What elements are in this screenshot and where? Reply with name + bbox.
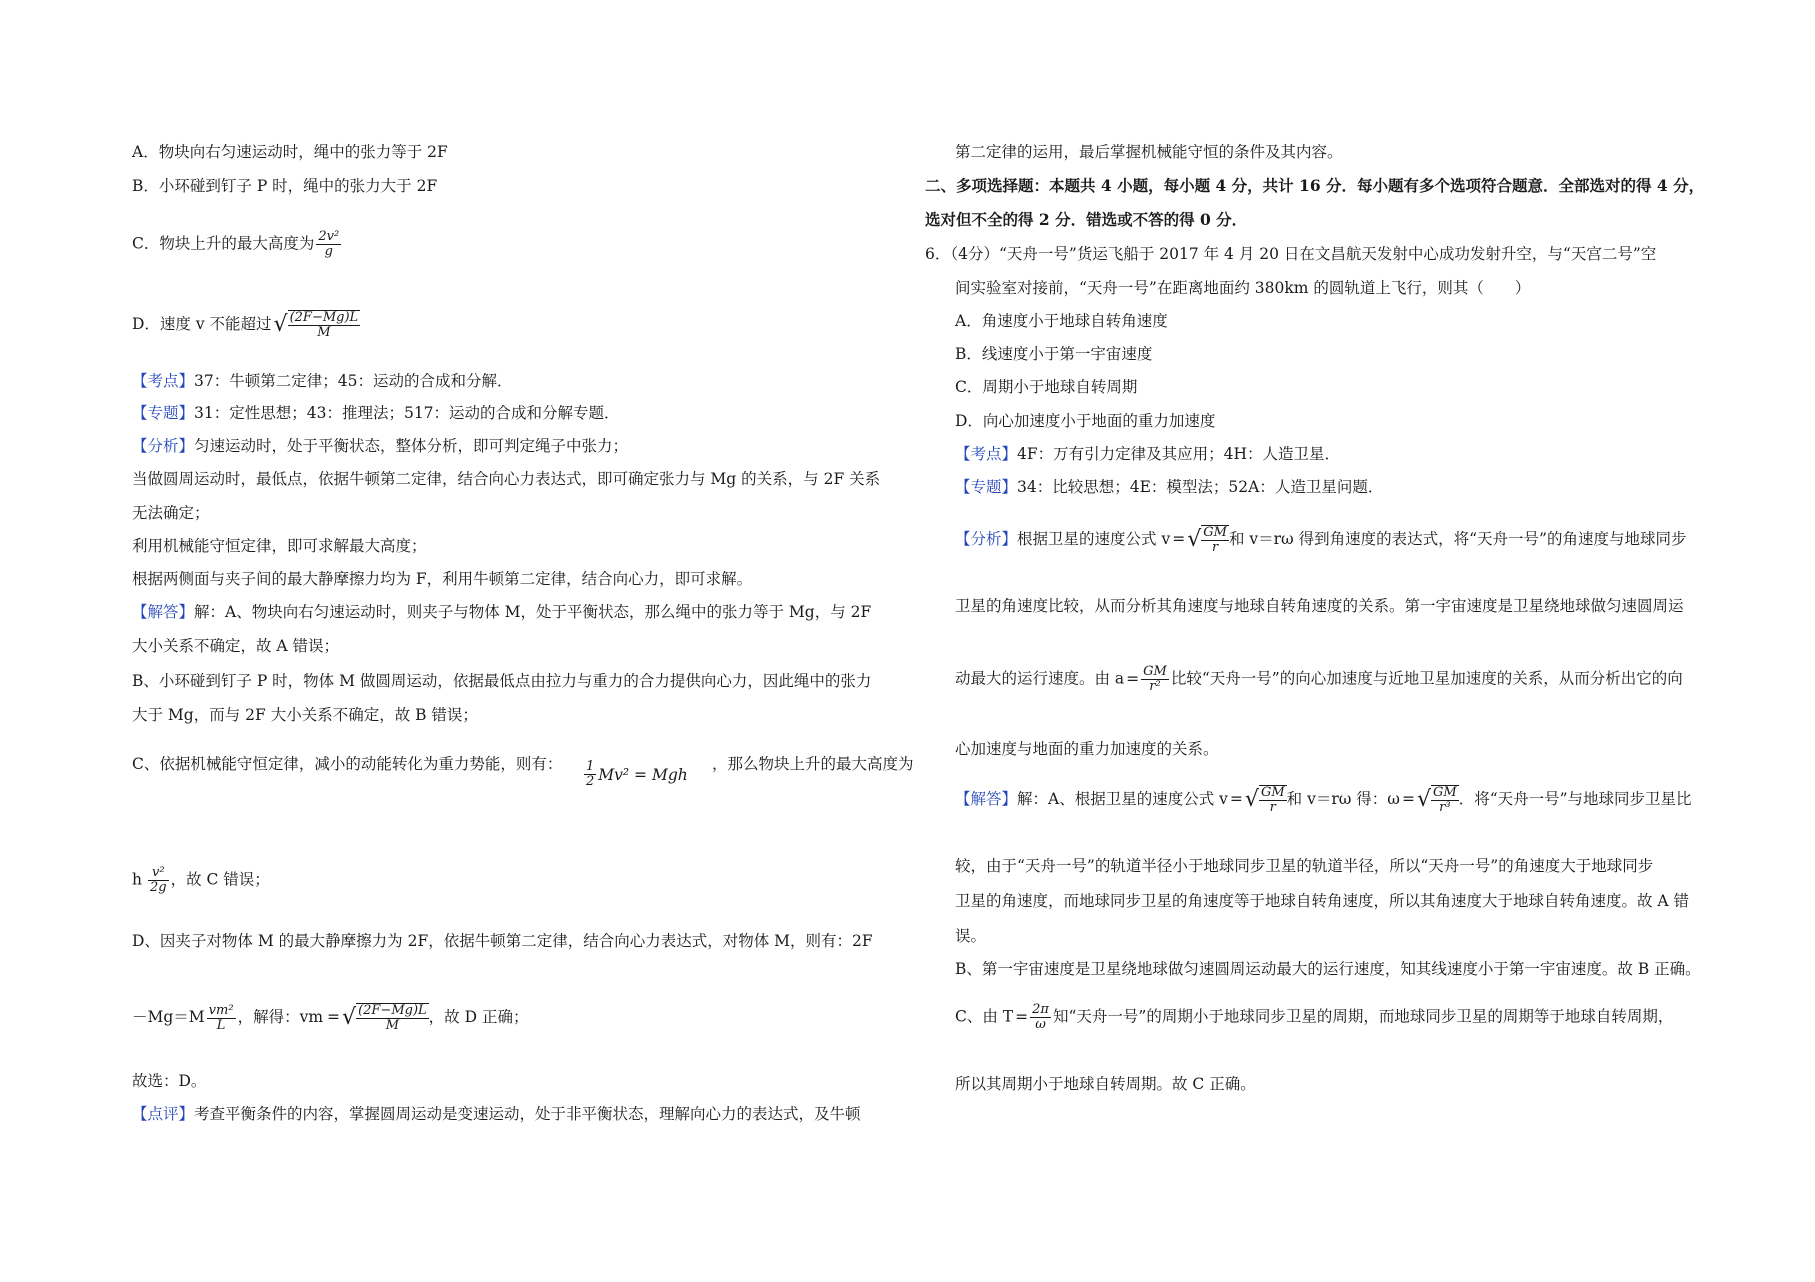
fenxi-line-2: 当做圆周运动时，最低点，依据牛顿第二定律，结合向心力表达式，即可确定张力与 Mg 的关系，与 2F 关系 xyxy=(132,470,881,488)
jieda-line-4: 大于 Mg，而与 2F 大小关系不确定，故 B 错误； xyxy=(132,706,478,724)
jieda-tag: 【解答】 xyxy=(132,603,195,621)
question-6-line-2: 间实验室对接前，“天舟一号”在距离地面约 380km 的圆轨道上飞行，则其（ ） xyxy=(955,279,1531,297)
dianping-tag: 【点评】 xyxy=(132,1105,195,1123)
fenxi-line-1: 【分析】匀速运动时，处于平衡状态，整体分析，即可判定绳子中张力； xyxy=(132,437,629,455)
kaodian-tag: 【考点】 xyxy=(132,372,195,390)
jieda-line-5: C、依据机械能守恒定律，减小的动能转化为重力势能，则有： xyxy=(132,755,563,773)
fenxi-line-4: 利用机械能守恒定律，即可求解最大高度； xyxy=(132,537,427,555)
jieda-line-6: h $\frac{\text{v²}}{2g}$ ，故 C 错误； xyxy=(132,865,270,895)
jieda-line-5-tail: ，那么物块上升的最大高度为 xyxy=(712,755,914,773)
jieda-line-7: D、因夹子对物体 M 的最大静摩擦力为 2F，依据牛顿第二定律，结合向心力表达式，对物体 M，则有：2F xyxy=(132,932,873,950)
jieda-line-3: B、小环碰到钉子 P 时，物体 M 做圆周运动，依据最低点由拉力与重力的合力提供向心力，因此绳中的张力 xyxy=(132,672,872,690)
section-heading-1: 二、多项选择题：本题共 4 小题，每小题 4 分，共计 16 分．每小题有多个选项符合题意．全部选对的得 4 分， xyxy=(925,176,1705,195)
section-heading-2: 选对但不全的得 2 分．错选或不答的得 0 分． xyxy=(925,210,1248,229)
fenxi-tag: 【分析】 xyxy=(132,437,195,455)
kaodian-line-r: 【考点】4F：万有引力定律及其应用；4H：人造卫星． xyxy=(955,445,1341,463)
q6-option-d: D．向心加速度小于地面的重力加速度 xyxy=(955,412,1216,430)
jieda-line-8: －Mg＝M $\frac{\text{vm²}}{L}$ ，解得：vm =√ $\frac{(2F-Mg)L}{M}$ ，故 D 正确； xyxy=(132,1002,529,1033)
kaodian-tag-r: 【考点】 xyxy=(955,445,1018,463)
fenxi-line-r-3: 动最大的运行速度。由 a = $\frac{GM}{\text{r²}}$ 比较“天舟一号”的向心加速度与近地卫星加速度的关系，从而分析出它的向 xyxy=(955,664,1683,694)
q6-option-c: C．周期小于地球自转周期 xyxy=(955,378,1138,396)
fenxi-line-r-1: 【分析】根据卫星的速度公式 v =√ $\frac{GM}{r}$ 和 v＝rω 得到角速度的表达式，将“天舟一号”的角速度与地球同步 xyxy=(955,525,1687,555)
dianping-line: 【点评】考查平衡条件的内容，掌握圆周运动是变速运动，处于非平衡状态，理解向心力的表达式，及牛顿 xyxy=(132,1105,861,1123)
formula-2v2-over-g: $\frac{\text{2v²}}{g}$ xyxy=(318,229,340,259)
fenxi-tag-r: 【分析】 xyxy=(955,530,1018,548)
fenxi-line-r-4: 心加速度与地面的重力加速度的关系。 xyxy=(955,740,1219,758)
question-6-line-1: 6．（4分）“天舟一号”货运飞船于 2017 年 4 月 20 日在文昌航天发射中心成功发射升空，与“天宫二号”空 xyxy=(925,245,1657,263)
jieda-line-r-7: 所以其周期小于地球自转周期。故 C 正确。 xyxy=(955,1075,1256,1093)
fenxi-line-3: 无法确定； xyxy=(132,504,210,522)
jieda-tag-r: 【解答】 xyxy=(955,790,1018,808)
jieda-line-1: 【解答】解：A、物块向右匀速运动时，则夹子与物体 M，处于平衡状态，那么绳中的张力等于 Mg，与 2F xyxy=(132,603,872,621)
jieda-line-r-4: 误。 xyxy=(955,927,987,945)
jieda-line-2: 大小关系不确定，故 A 错误； xyxy=(132,637,340,655)
jieda-line-r-3: 卫星的角速度，而地球同步卫星的角速度等于地球自转角速度，所以其角速度大于地球自转角速度。故 A 错 xyxy=(955,892,1690,910)
option-c: C．物块上升的最大高度为 $\frac{\text{2v²}}{g}$ xyxy=(132,229,340,259)
fenxi-line-r-2: 卫星的角速度比较，从而分析其角速度与地球自转角速度的关系。第一宇宙速度是卫星绕地球做匀速圆周运 xyxy=(955,597,1684,615)
jieda-line-r-5: B、第一宇宙速度是卫星绕地球做匀速圆周运动最大的运行速度，知其线速度小于第一宇宙速度。故 B 正确。 xyxy=(955,960,1701,978)
option-d: D．速度 v 不能超过√ $\frac{(2F-Mg)L}{M}$ xyxy=(132,310,359,340)
jieda-line-r-1: 【解答】解：A、根据卫星的速度公式 v =√ $\frac{GM}{r}$ 和 v＝rω 得：ω =√ $\frac{GM}{\text{r³}}$ ．将“天舟一号”与地球同步卫星比 xyxy=(955,785,1692,815)
q6-option-a: A．角速度小于地球自转角速度 xyxy=(955,312,1168,330)
jieda-line-r-6: C、由 T = $\frac{2\pi}{\omega}$ 知“天舟一号”的周期小于地球同步卫星的周期，而地球同步卫星的周期等于地球自转周期， xyxy=(955,1002,1674,1032)
zhuanti-line: 【专题】31：定性思想；43：推理法；517：运动的合成和分解专题． xyxy=(132,404,620,422)
kaodian-line: 【考点】37：牛顿第二定律；45：运动的合成和分解． xyxy=(132,372,513,390)
jieda-line-5-formula: $\frac{1}{2}$ Mv² = Mgh xyxy=(586,759,688,789)
q6-option-b: B．线速度小于第一宇宙速度 xyxy=(955,345,1153,363)
option-b: B．小环碰到钉子 P 时，绳中的张力大于 2F xyxy=(132,177,438,195)
guxuan-line: 故选：D。 xyxy=(132,1072,207,1090)
zhuanti-line-r: 【专题】34：比较思想；4E：模型法；52A：人造卫星问题． xyxy=(955,478,1384,496)
formula-sqrt-vm: √ $\frac{(2F-Mg)L}{M}$ xyxy=(342,1003,427,1033)
formula-sqrt-vmax: √ $\frac{(2F-Mg)L}{M}$ xyxy=(273,310,359,340)
continuation-line: 第二定律的运用，最后掌握机械能守恒的条件及其内容。 xyxy=(955,143,1343,161)
zhuanti-tag: 【专题】 xyxy=(132,404,195,422)
option-a: A．物块向右匀速运动时，绳中的张力等于 2F xyxy=(132,143,448,161)
fenxi-line-5: 根据两侧面与夹子间的最大静摩擦力均为 F，利用牛顿第二定律，结合向心力，即可求解。 xyxy=(132,570,753,588)
jieda-line-r-2: 较，由于“天舟一号”的轨道半径小于地球同步卫星的轨道半径，所以“天舟一号”的角速度大于地球同步 xyxy=(955,857,1654,875)
zhuanti-tag-r: 【专题】 xyxy=(955,478,1018,496)
